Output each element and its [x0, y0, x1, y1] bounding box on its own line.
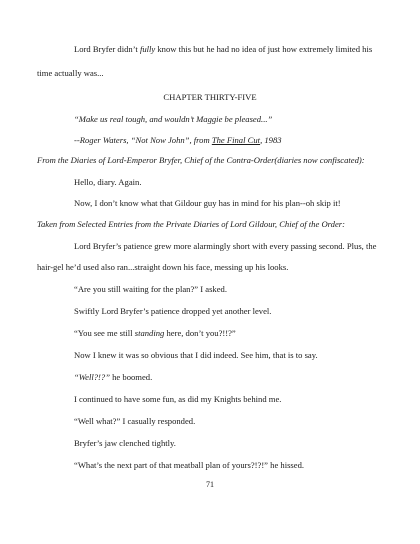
paragraph-standing [74, 328, 236, 339]
paragraph-swiftly: Swiftly Lord Bryfer’s patience dropped yet another level. [74, 306, 272, 316]
text-run: --Roger Waters, “Not Now John”, from [74, 135, 212, 145]
diary-source-heading: From the Diaries of Lord-Emperor Bryfer, Chief of the Contra-Order(diaries now confiscated): [37, 155, 365, 165]
paragraph-well-what: “Well what?” I casually responded. [74, 416, 196, 426]
chapter-heading: CHAPTER THIRTY-FIVE [163, 92, 257, 102]
paragraph-limited-time-line-1 [74, 44, 372, 55]
album-title: The Final Cut [211, 135, 261, 145]
text-run: know this but he had no idea of just how extremely limited his [155, 44, 373, 54]
text-run: he boomed. [109, 372, 153, 382]
paragraph-well [74, 372, 152, 383]
paragraph-patience-line-2: hair-gel he’d used also ran...straight down his face, messing up his looks. [37, 262, 289, 272]
diary-line-2: Now, I don’t know what that Gildour guy has in mind for his plan--oh skip it! [74, 198, 341, 208]
diary-line-1: Hello, diary. Again. [74, 177, 142, 187]
text-run: “You see me still [74, 328, 135, 338]
text-run: here, don’t you?!!?” [164, 328, 236, 338]
text-run: Lord Bryfer didn’t [74, 44, 140, 54]
paragraph-meatball: “What’s the next part of that meatball plan of yours?!?!” he hissed. [74, 460, 305, 470]
emphasis-well: “Well?!?” [74, 372, 110, 382]
epigraph-quote: “Make us real tough, and wouldn’t Maggie be pleased...” [74, 114, 273, 124]
paragraph-jaw: Bryfer’s jaw clenched tightly. [74, 438, 176, 448]
private-diary-source-heading: Taken from Selected Entries from the Private Diaries of Lord Gildour, Chief of the Order: [37, 219, 345, 229]
emphasis-standing: standing [134, 328, 165, 338]
text-run: , 1983 [260, 135, 282, 145]
paragraph-waiting: “Are you still waiting for the plan?” I asked. [74, 284, 227, 294]
paragraph-patience-line-1: Lord Bryfer’s patience grew more alarmingly short with every passing second. Plus, the [74, 241, 377, 251]
paragraph-obvious: Now I knew it was so obvious that I did indeed. See him, that is to say. [74, 350, 318, 360]
epigraph-attribution [74, 135, 282, 146]
emphasis-fully: fully [139, 44, 156, 54]
page-number: 71 [206, 480, 214, 489]
paragraph-limited-time-line-2: time actually was... [37, 68, 104, 78]
paragraph-fun: I continued to have some fun, as did my Knights behind me. [74, 394, 282, 404]
